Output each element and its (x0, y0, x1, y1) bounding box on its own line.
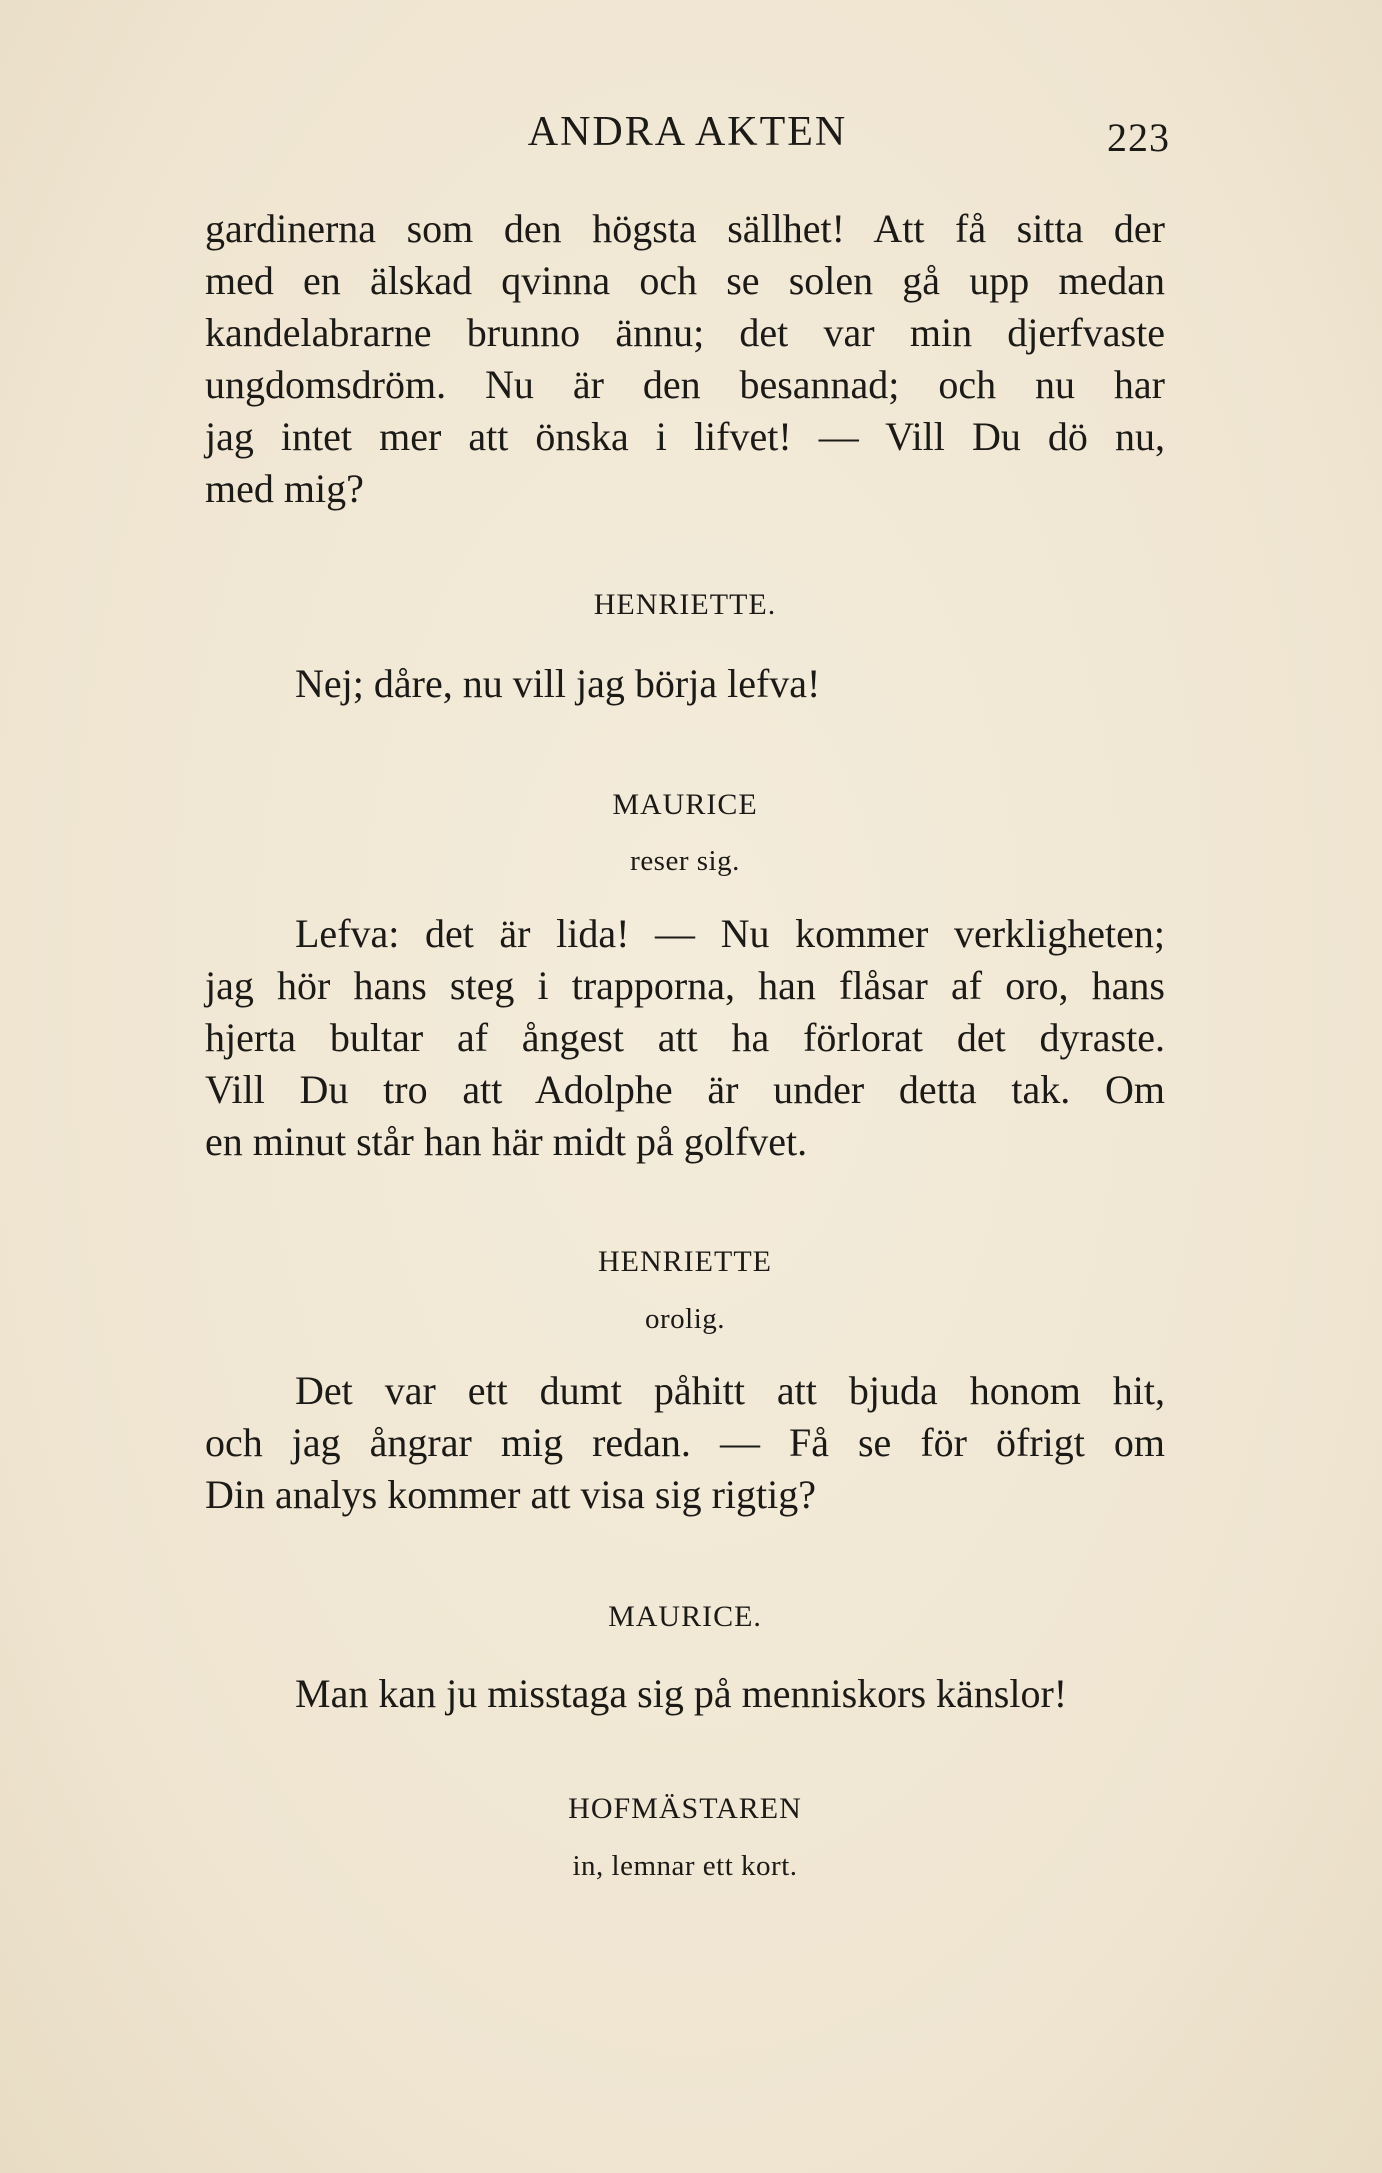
paragraph-4 (205, 1365, 1165, 1521)
stage-direction: reser sig. (630, 845, 740, 877)
text-line: jag intet mer att önska i lifvet! — Vill Du dö nu, (205, 414, 1165, 459)
text-line: Nej; dåre, nu vill jag börja lefva! (295, 661, 821, 706)
text-line: med mig? (205, 466, 364, 511)
text-line: Din analys kommer att visa sig rigtig? (205, 1472, 816, 1517)
stage-direction: in, lemnar ett kort. (572, 1850, 798, 1882)
speaker-name: HENRIETTE (598, 1245, 772, 1278)
speaker-name: MAURICE. (608, 1600, 762, 1633)
text-line: och jag ångrar mig redan. — Få se för öfrigt om (205, 1420, 1165, 1465)
text-line: en minut står han här midt på golfvet. (205, 1119, 808, 1164)
stage-direction: orolig. (644, 1303, 726, 1335)
running-head: ANDRA AKTEN (527, 109, 848, 155)
paragraph-1 (205, 203, 1165, 515)
page-header (205, 108, 1170, 158)
paragraph-3 (205, 908, 1165, 1168)
text-line: kandelabrarne brunno ännu; det var min djerfvaste (205, 310, 1165, 355)
speaker-name: MAURICE (612, 788, 758, 821)
speaker-name: HOFMÄSTAREN (568, 1792, 802, 1825)
text-line: hjerta bultar af ångest att ha förlorat det dyraste. (205, 1015, 1165, 1060)
speaker-name: HENRIETTE. (593, 588, 777, 621)
paragraph-5 (205, 1668, 1165, 1720)
text-line: Man kan ju misstaga sig på menniskors känslor! (295, 1671, 1068, 1716)
text-line: med en älskad qvinna och se solen gå upp medan (205, 258, 1165, 303)
text-line: jag hör hans steg i trapporna, han flåsar af oro, hans (205, 963, 1165, 1008)
text-line: Det var ett dumt påhitt att bjuda honom hit, (295, 1368, 1165, 1413)
page-number: 223 (1107, 115, 1170, 160)
text-line: gardinerna som den högsta sällhet! Att få sitta der (205, 206, 1165, 251)
text-line: Lefva: det är lida! — Nu kommer verkligheten; (295, 911, 1165, 956)
paragraph-2 (205, 658, 1165, 710)
text-line: ungdomsdröm. Nu är den besannad; och nu har (205, 362, 1165, 407)
text-line: Vill Du tro att Adolphe är under detta tak. Om (205, 1067, 1165, 1112)
